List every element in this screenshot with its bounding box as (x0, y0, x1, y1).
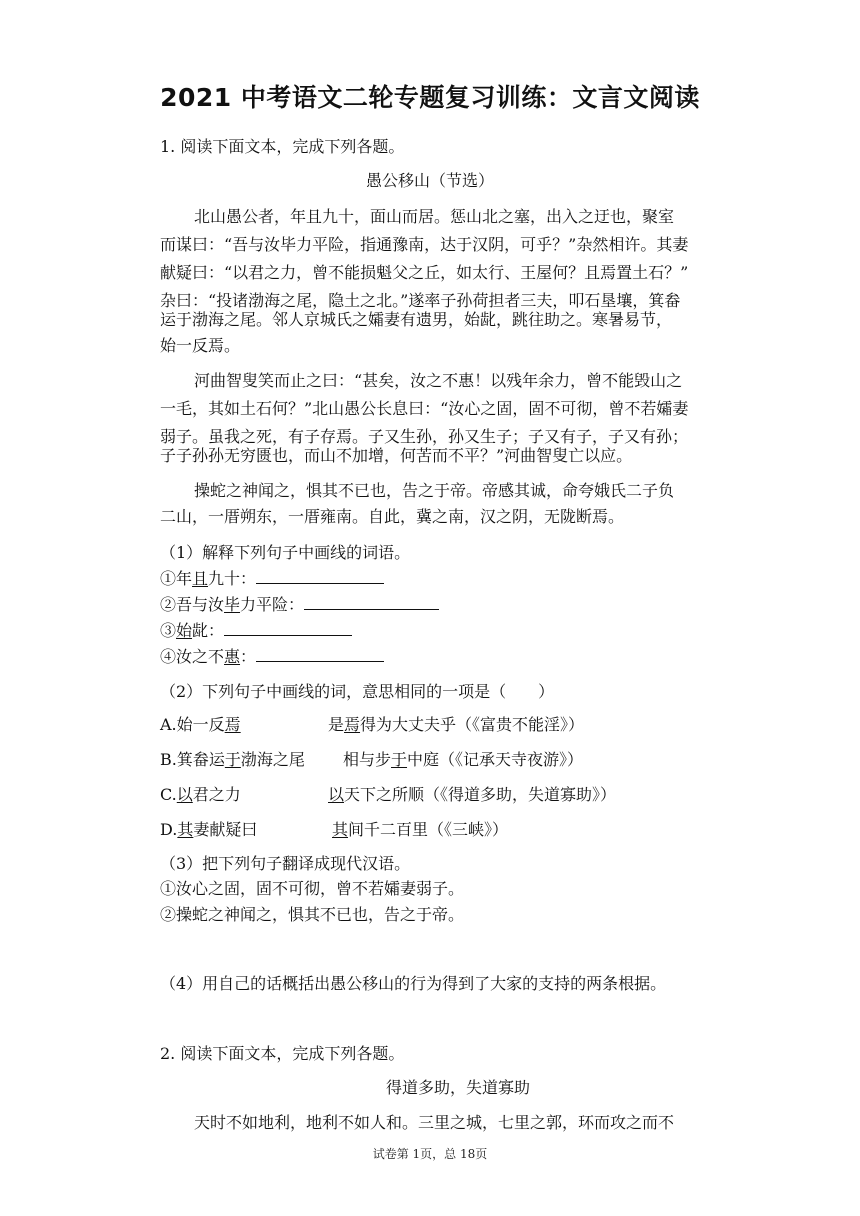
underlined-word: 毕 (224, 595, 241, 614)
item-text: ①年 (160, 569, 193, 588)
option-right: 相与步于中庭（《记承天寺夜游》） (343, 750, 584, 769)
underlined-word: 且 (192, 569, 209, 588)
q2-passage-title: 得道多助，失道寡助 (386, 1078, 531, 1097)
underlined-word: 始 (176, 621, 193, 640)
sub1-item (160, 569, 384, 589)
option-right: 以天下之所顺（《得道多助，失道寡助》） (328, 785, 617, 804)
passage-line: 运于渤海之尾。邻人京城氏之孀妻有遗男，始龀，跳往助之。寒暑易节， (160, 310, 673, 329)
page-footer: 试卷第 1页，总 18页 (372, 1147, 488, 1161)
page-title: 2021 中考语文二轮专题复习训练：文言文阅读 (160, 83, 700, 112)
passage-line: 始一反焉。 (160, 336, 241, 355)
sub1-item (160, 595, 439, 615)
option-left: A.始一反焉 (160, 715, 241, 734)
passage-line: 河曲智叟笑而止之曰：“甚矣，汝之不惠！以残年余力，曾不能毁山之 (194, 371, 683, 390)
passage-line: 弱子。虽我之死，有子存焉。子又生孙，孙又生子；子又有子，子又有孙； (160, 427, 689, 446)
item-text: ④汝之不 (160, 647, 225, 666)
item-text: 龀： (192, 621, 225, 640)
answer-blank[interactable] (224, 621, 352, 636)
sub3-item: ②操蛇之神闻之，惧其不已也，告之于帝。 (160, 905, 465, 924)
passage-line: 北山愚公者，年且九十，面山而居。惩山北之塞，出入之迂也，聚室 (194, 207, 675, 226)
sub1-item (160, 621, 352, 641)
item-text: ③ (160, 621, 177, 640)
passage-line: 操蛇之神闻之，惧其不已也，告之于帝。帝感其诚，命夸娥氏二子负 (194, 481, 675, 500)
option-right: 其间千二百里（《三峡》） (332, 820, 509, 839)
option-right: 是焉得为大丈夫乎（《富贵不能淫》） (328, 715, 585, 734)
passage-line: 而谋曰：“吾与汝毕力平险，指通豫南，达于汉阴，可乎？”杂然相许。其妻 (160, 235, 689, 254)
passage-line: 子子孙孙无穷匮也，而山不加增，何苦而不平？”河曲智叟亡以应。 (160, 446, 633, 465)
sub4-prompt: （4）用自己的话概括出愚公移山的行为得到了大家的支持的两条根据。 (160, 974, 667, 993)
passage-line: 献疑曰：“以君之力，曾不能损魁父之丘，如太行、王屋何？且焉置土石？” (160, 263, 689, 282)
item-text: 九十： (208, 569, 257, 588)
option-left: D.其妻献疑曰 (160, 820, 258, 839)
sub1-item (160, 647, 384, 667)
q2-intro: 2. 阅读下面文本，完成下列各题。 (160, 1044, 405, 1063)
passage-line: 二山，一厝朔东，一厝雍南。自此，冀之南，汉之阴，无陇断焉。 (160, 507, 625, 526)
passage-line: 一毛，其如土石何？”北山愚公长息曰：“汝心之固，固不可彻，曾不若孀妻 (160, 399, 689, 418)
passage-line: 天时不如地利，地利不如人和。三里之城，七里之郭，环而攻之而不 (194, 1113, 675, 1132)
passage-line: 杂曰：“投诸渤海之尾，隐土之北。”遂率子孙荷担者三夫，叩石垦壤，箕畚 (160, 291, 681, 310)
item-text: 力平险： (240, 595, 305, 614)
answer-blank[interactable] (304, 595, 439, 610)
sub3-item: ①汝心之固，固不可彻，曾不若孀妻弱子。 (160, 879, 465, 898)
answer-blank[interactable] (256, 569, 384, 584)
q1-passage-title: 愚公移山（节选） (365, 171, 494, 190)
q1-intro: 1. 阅读下面文本，完成下列各题。 (160, 137, 405, 156)
item-text: ： (240, 647, 257, 666)
option-left: B.箕畚运于渤海之尾 (160, 750, 305, 769)
answer-blank[interactable] (256, 647, 384, 662)
underlined-word: 惠 (224, 647, 241, 666)
sub2-prompt: （2）下列句子中画线的词，意思相同的一项是（ ） (160, 682, 555, 701)
sub1-prompt: （1）解释下列句子中画线的词语。 (160, 543, 411, 562)
item-text: ②吾与汝 (160, 595, 225, 614)
option-left: C.以君之力 (160, 785, 241, 804)
sub3-prompt: （3）把下列句子翻译成现代汉语。 (160, 854, 411, 873)
